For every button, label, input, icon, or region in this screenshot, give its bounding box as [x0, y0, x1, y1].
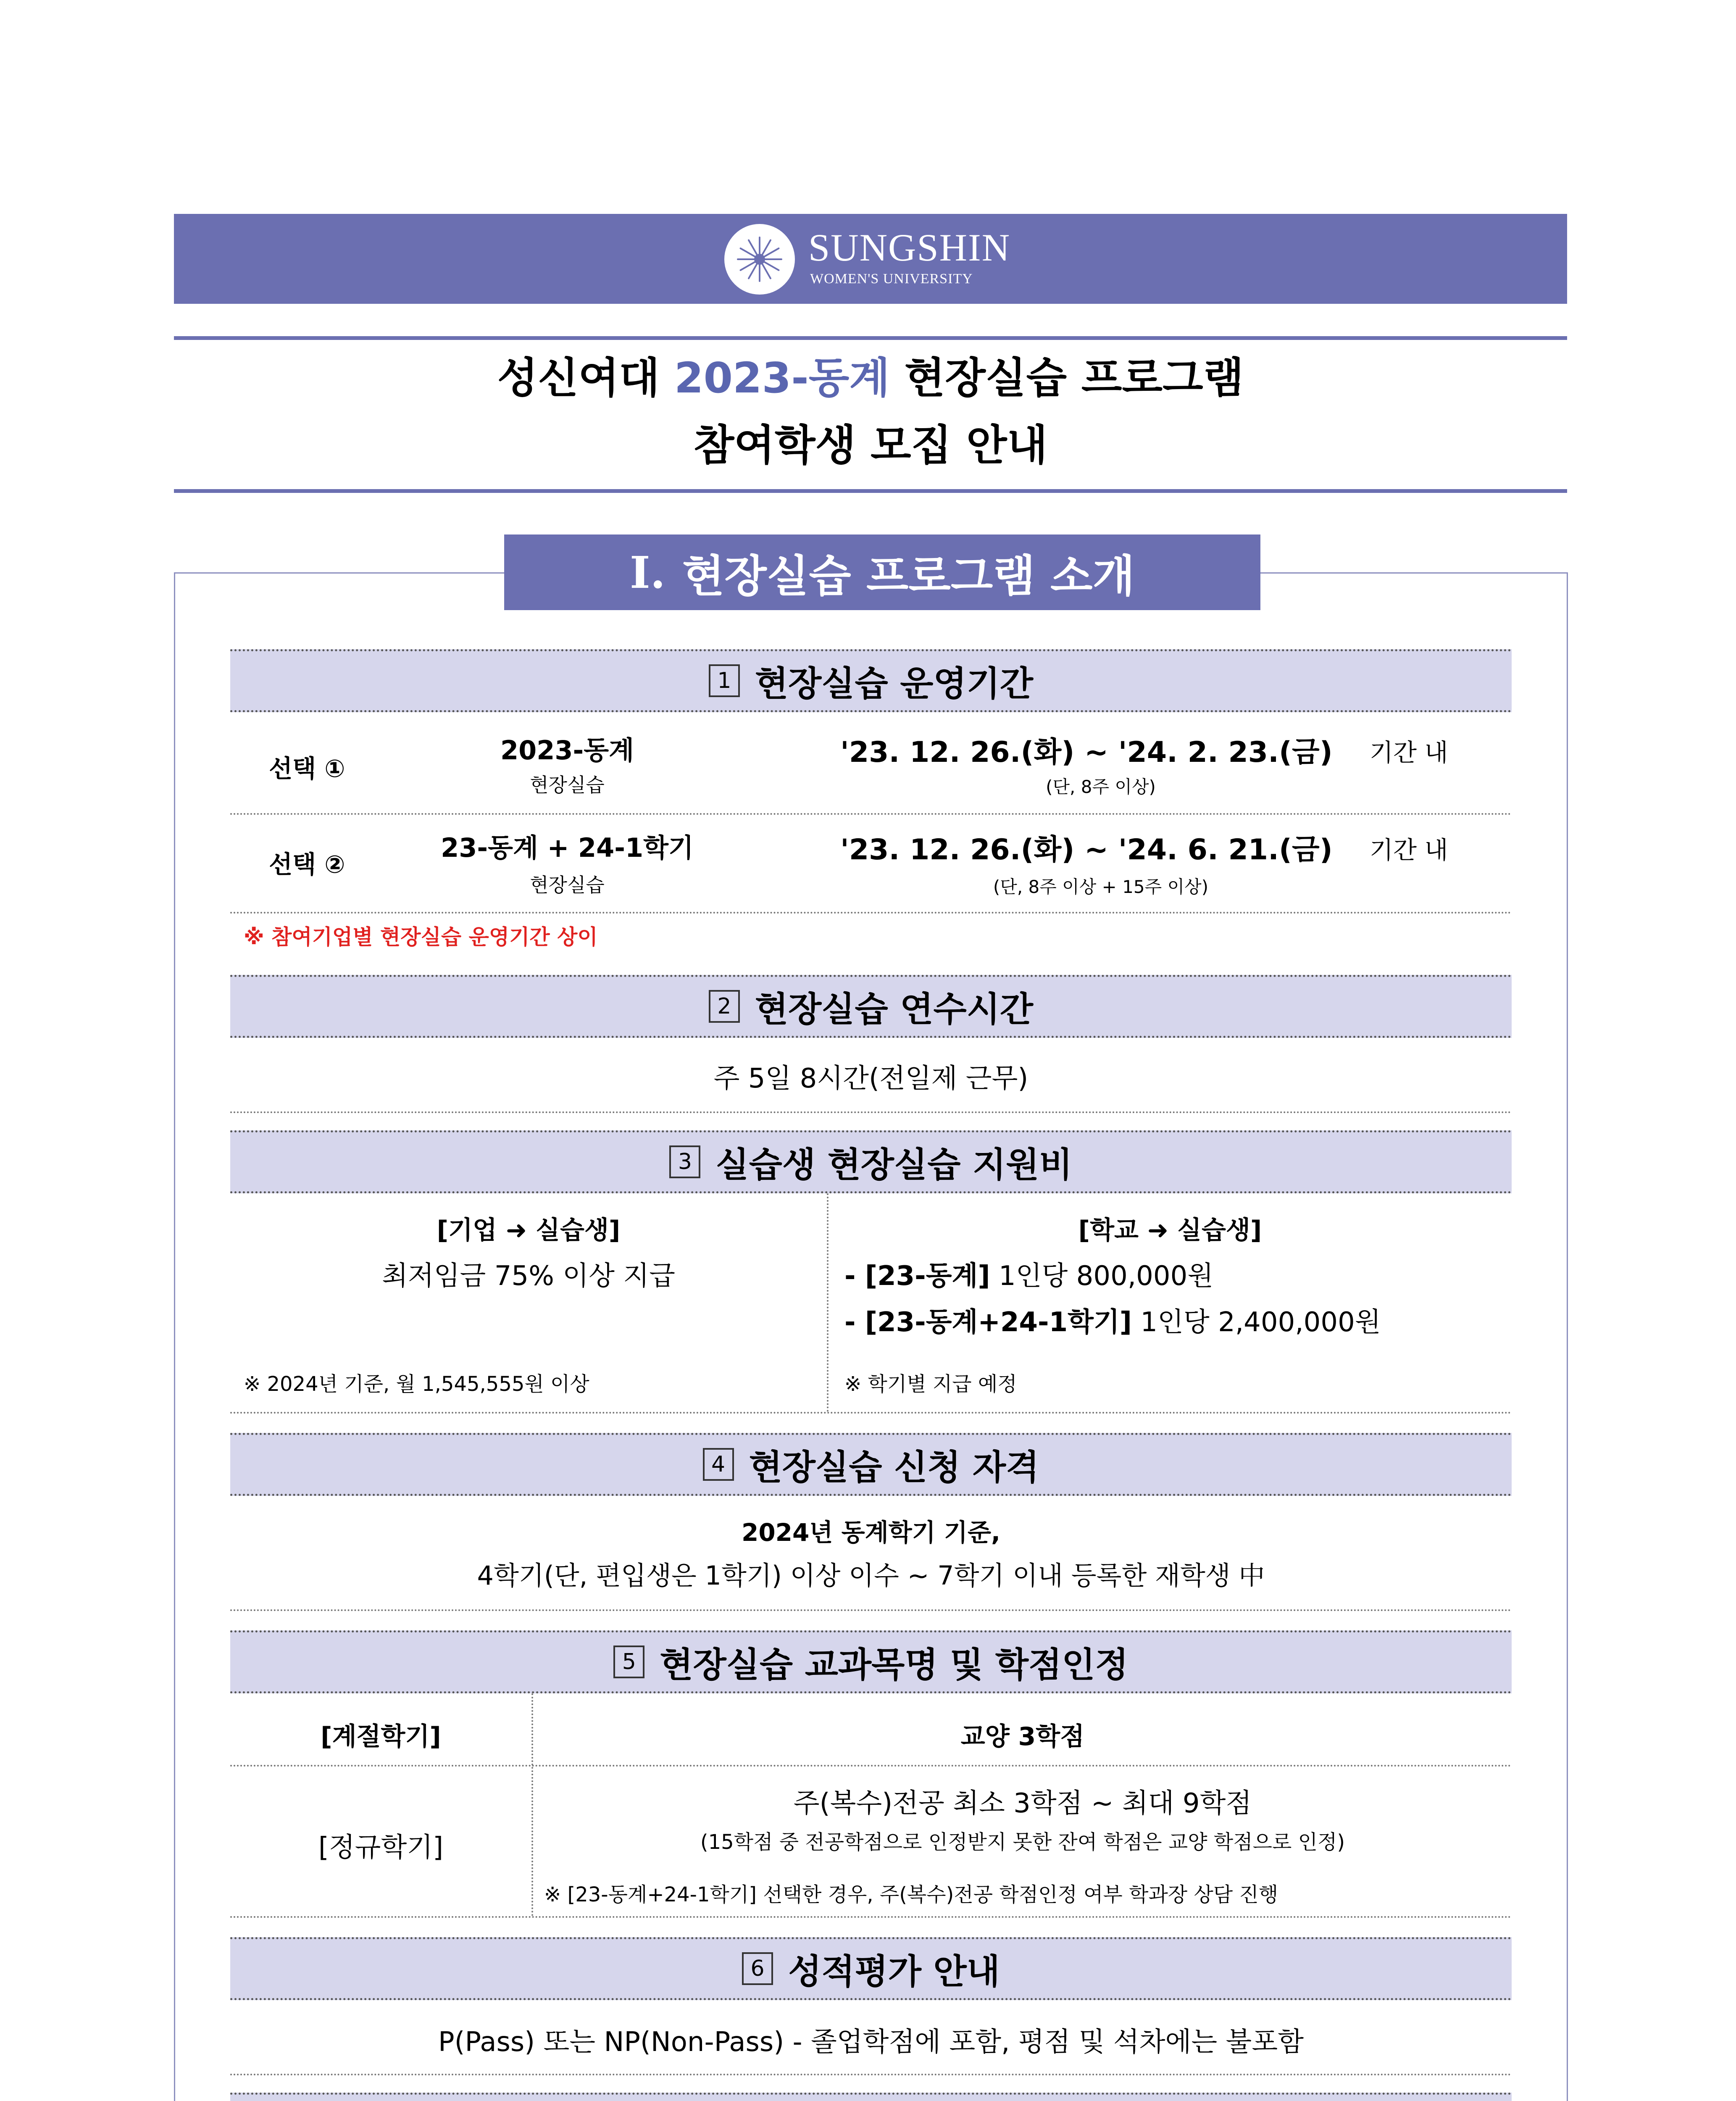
s1-footnote: ※ 참여기업별 현장실습 운영기간 상이	[244, 925, 598, 949]
page-subtitle: 참여학생 모집 안내	[693, 421, 1048, 470]
s3-left-heading: [기업 ➜ 실습생]	[437, 1216, 621, 1245]
s1-row1-program: 2023-동계	[500, 735, 634, 766]
s1-row2-choice: 선택 ②	[269, 850, 345, 879]
s5-row2-note-2: ※ [23-동계+24-1학기] 선택한 경우, 주(복수)전공 학점인정 여부 학과장 상담 진행	[544, 1883, 1278, 1906]
s4-line-1: 2024년 동계학기 기준,	[741, 1518, 1001, 1547]
s5-number-box: 5	[613, 1646, 644, 1678]
title-rule-bottom	[174, 489, 1567, 493]
s1-row2-note: (단, 8주 이상 + 15주 이상)	[993, 877, 1209, 897]
s3-right-item-1	[844, 1254, 1213, 1293]
s5-row2-value: 주(복수)전공 최소 3학점 ~ 최대 9학점	[793, 1788, 1252, 1819]
title-prefix: 성신여대	[497, 353, 674, 403]
s5-row2-note: (15학점 중 전공학점으로 인정받지 못한 잔여 학점은 교양 학점으로 인정)	[700, 1830, 1345, 1854]
s6-bottom-divider	[230, 2074, 1512, 2075]
s4-number-box: 4	[703, 1448, 734, 1481]
s3-right-note: ※ 학기별 지급 예정	[844, 1372, 1017, 1396]
s6-heading-text: 성적평가 안내	[788, 1951, 1000, 1992]
s1-bottom-divider	[230, 912, 1512, 914]
s5-row1-value: 교양 3학점	[960, 1722, 1085, 1751]
header-banner	[174, 214, 1567, 304]
s6-heading	[230, 1937, 1512, 2000]
s3-left-body: 최저임금 75% 이상 지급	[382, 1261, 675, 1292]
university-logo	[724, 221, 1052, 297]
s3-heading	[230, 1130, 1512, 1193]
s4-heading-text: 현장실습 신청 자격	[749, 1447, 1039, 1488]
title-accent: 2023-동계	[674, 353, 890, 403]
section-number: Ⅰ.	[630, 546, 665, 598]
s1-row2-period: '23. 12. 26.(화) ~ '24. 6. 21.(금)	[840, 833, 1333, 866]
s3-right-item-2	[844, 1301, 1381, 1339]
s3-bottom-divider	[230, 1412, 1512, 1414]
section-heading	[504, 534, 1260, 610]
title-suffix: 현장실습 프로그램	[889, 353, 1244, 403]
s1-row2-period-suffix: 기간 내	[1370, 836, 1448, 864]
s1-heading-text: 현장실습 운영기간	[755, 663, 1034, 704]
s1-row1-period-suffix: 기간 내	[1370, 738, 1448, 767]
s1-row1-program-sub: 현장실습	[530, 774, 605, 796]
s5-row1-label: [계절학기]	[321, 1722, 441, 1751]
s5-column-divider	[531, 1693, 533, 1916]
s3-right-item-1-label: - [23-동계]	[844, 1261, 990, 1292]
s7-heading-text	[648, 2100, 1141, 2101]
s2-body: 주 5일 8시간(전일제 근무)	[713, 1063, 1028, 1094]
s3-left-note: ※ 2024년 기준, 월 1,545,555원 이상	[244, 1372, 589, 1396]
s4-heading	[230, 1433, 1512, 1496]
s5-row2-label: [정규학기]	[318, 1832, 444, 1863]
s2-heading	[230, 975, 1512, 1038]
title-rule-top	[174, 336, 1567, 340]
s1-heading	[230, 649, 1512, 712]
s6-number-box: 6	[742, 1952, 773, 1985]
s3-right-item-1-value: 1인당 800,000원	[990, 1261, 1214, 1292]
s4-bottom-divider	[230, 1609, 1512, 1611]
s3-right-item-2-value: 1인당 2,400,000원	[1132, 1307, 1381, 1338]
s3-right-heading: [학교 ➜ 실습생]	[1078, 1216, 1262, 1245]
s1-row1-period: '23. 12. 26.(화) ~ '24. 2. 23.(금)	[840, 736, 1333, 769]
page-title	[174, 353, 1567, 403]
s1-row1-choice: 선택 ①	[269, 754, 345, 783]
s4-line-2: 4학기(단, 편입생은 1학기) 이상 이수 ~ 7학기 이내 등록한 재학생 中	[477, 1560, 1265, 1591]
s5-heading	[230, 1630, 1512, 1693]
s3-column-divider	[827, 1193, 829, 1412]
s1-row2-program: 23-동계 + 24-1학기	[441, 832, 694, 863]
s1-row-divider	[230, 813, 1512, 815]
section-label: 현장실습 프로그램 소개	[682, 550, 1135, 602]
logo-subtitle: WOMEN'S UNIVERSITY	[810, 271, 973, 287]
emblem-icon	[724, 224, 795, 295]
s1-row1-note: (단, 8주 이상)	[1046, 777, 1156, 797]
s5-row-divider	[230, 1765, 1512, 1767]
s3-heading-text: 실습생 현장실습 지원비	[715, 1145, 1073, 1185]
s3-right-item-2-label: - [23-동계+24-1학기]	[844, 1307, 1132, 1338]
s1-number-box: 1	[709, 664, 740, 697]
s3-number-box: 3	[669, 1145, 700, 1178]
s6-body: P(Pass) 또는 NP(Non-Pass) - 졸업학점에 포함, 평점 및 석차에는 불포함	[438, 2027, 1304, 2058]
s5-bottom-divider	[230, 1916, 1512, 1918]
s1-row2-program-sub: 현장실습	[530, 874, 605, 896]
s7-heading	[230, 2093, 1512, 2101]
logo-name: SUNGSHIN	[808, 226, 1011, 269]
s2-bottom-divider	[230, 1111, 1512, 1113]
s2-heading-text: 현장실습 연수시간	[755, 989, 1034, 1029]
s5-heading-text: 현장실습 교과목명 및 학점인정	[660, 1645, 1128, 1685]
s2-number-box: 2	[709, 990, 740, 1023]
